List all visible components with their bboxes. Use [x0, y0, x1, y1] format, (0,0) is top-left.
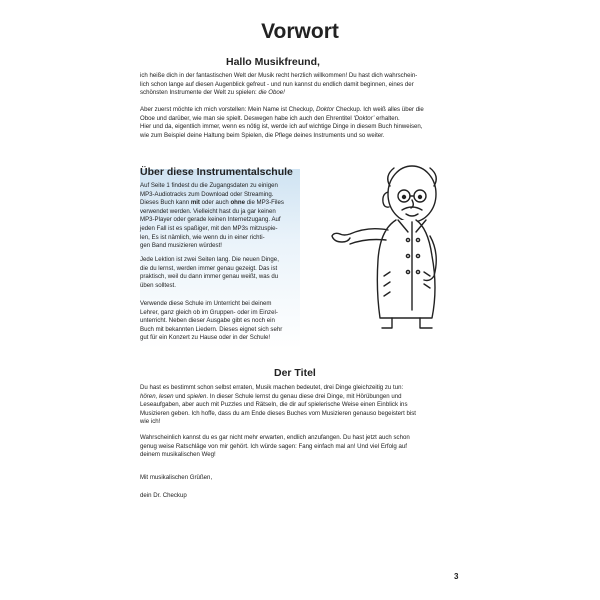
text-line: die MP3-Files: [245, 199, 284, 207]
text-line: . In dieser Schule lernst du genau diese drei Dinge, mit Hörübungen und: [206, 392, 402, 400]
text-line: deinem musikalischen Weg!: [140, 451, 216, 459]
page-number: 3: [454, 572, 459, 581]
text-line: praktisch, weil du dann immer genau weißt, was du: [140, 273, 279, 281]
text-line: erhalten.: [374, 114, 400, 122]
bold-text: ohne: [230, 199, 246, 207]
text-line: ich heiße dich in der fantastischen Welt der Musik recht herzlich willkommen! Du hast dich wahrschein-: [140, 72, 418, 79]
instr-paragraph-2: [140, 256, 308, 290]
text-line: die du lernst, werden immer genau gezeigt. Das ist: [140, 264, 278, 272]
emphasis-text: Doktor: [316, 106, 335, 113]
titel-heading: Der Titel: [274, 367, 316, 379]
text-line: oder auch: [199, 199, 231, 207]
text-line: und: [173, 392, 188, 400]
text-line: MP3-Player oder gerade keinen Internetzugang. Auf: [140, 216, 281, 224]
text-line: gen Band musizieren würdest!: [140, 242, 222, 250]
titel-paragraph-1: [140, 384, 470, 427]
titel-paragraph-2: [140, 434, 470, 460]
emphasis-text: spielen: [187, 392, 207, 400]
text-line: Hier und da, eigentlich immer, wenn es nötig ist, werde ich auf wichtige Dinge in diesem Buch hinweisen,: [140, 123, 423, 131]
text-line: Leseaufgaben, aber auch mit Puzzles und Rätseln, die dir auf spielerische Weise einen Einblick ins: [140, 401, 408, 409]
text-line: Musizieren geben. Ich hoffe, dass du am Ende dieses Buches vom Musizieren genauso begeistert bist: [140, 409, 416, 417]
text-line: Dieses Buch kann: [140, 199, 191, 207]
text-line: Jede Lektion ist zwei Seiten lang. Die neuen Dinge,: [140, 256, 279, 263]
text-line: verwendet werden. Vielleicht hast du ja gar keinen: [140, 207, 276, 215]
doctor-checkup-illustration: [330, 156, 480, 332]
text-line: üben solltest.: [140, 281, 176, 289]
page-title: Vorwort: [261, 20, 339, 43]
text-line: Checkup. Ich weiß alles über die: [334, 106, 424, 113]
text-line: gut für ein Konzert zu Hause oder in der Schule!: [140, 334, 271, 342]
text-line: Oboe und darüber, wie man sie spielt. Deswegen habe ich auch den Ehrentitel: [140, 114, 354, 122]
instr-paragraph-1: [140, 182, 308, 251]
bold-text: mit: [190, 199, 200, 207]
text-line: Auf Seite 1 findest du die Zugangsdaten zu einigen: [140, 182, 278, 189]
greeting-heading: Hallo Musikfreund,: [226, 56, 320, 68]
text-line: lich schon lange auf diesen Augenblick gefreut - und nun kannst du endlich damit beginnen, eines der: [140, 80, 414, 88]
text-line: Buch mit bekannten Liedern. Dieses eignet sich sehr: [140, 325, 283, 333]
closing-text: Mit musikalischen Grüßen,: [140, 474, 213, 481]
intro-paragraph: [140, 106, 470, 140]
text-line: len, Es ist nämlich, wie wenn du in einer richti-: [140, 233, 265, 241]
text-line: wie zum Beispiel deine Haltung beim Spielen, die Pflege deines Instruments und so weiter.: [140, 131, 385, 139]
greeting-paragraph: [140, 72, 470, 98]
text-line: Du hast es bestimmt schon selbst erraten, Musik machen bedeutet, drei Dinge gleichzeitig zu tun:: [140, 384, 404, 391]
instr-paragraph-3: [140, 300, 308, 343]
text-line: unterricht. Neben dieser Ausgabe gibt es noch ein: [140, 317, 275, 325]
signature-text: dein Dr. Checkup: [140, 492, 187, 499]
text-line: Wahrscheinlich kannst du es gar nicht mehr erwarten, endlich anzufangen. Du hast jetzt auch schon: [140, 434, 410, 441]
text-line: schönsten Instrumente der Welt zu spielen:: [140, 89, 259, 97]
text-line: jeden Fall ist es spaßiger, mit den MP3s mitzuspie-: [140, 224, 278, 232]
text-line: Verwende diese Schule im Unterricht bei deinem: [140, 300, 272, 307]
emphasis-text: die Oboe!: [258, 89, 285, 97]
emphasis-text: ‘Doktor’: [353, 114, 375, 122]
text-line: genug weise Ratschläge von mir gehört. Ich würde sagen: Fang einfach mal an! Und viel Erfolg auf: [140, 442, 407, 450]
text-line: wie ich!: [140, 418, 161, 426]
emphasis-text: hören, lesen: [140, 392, 174, 400]
instr-heading: Über diese Instrumentalschule: [140, 166, 293, 178]
text-line: MP3-Audiotracks zum Download oder Streaming.: [140, 190, 274, 198]
text-line: Lehrer, ganz gleich ob im Gruppen- oder im Einzel-: [140, 308, 278, 316]
text-line: Aber zuerst möchte ich mich vorstellen: Mein Name ist Checkup,: [140, 106, 317, 113]
